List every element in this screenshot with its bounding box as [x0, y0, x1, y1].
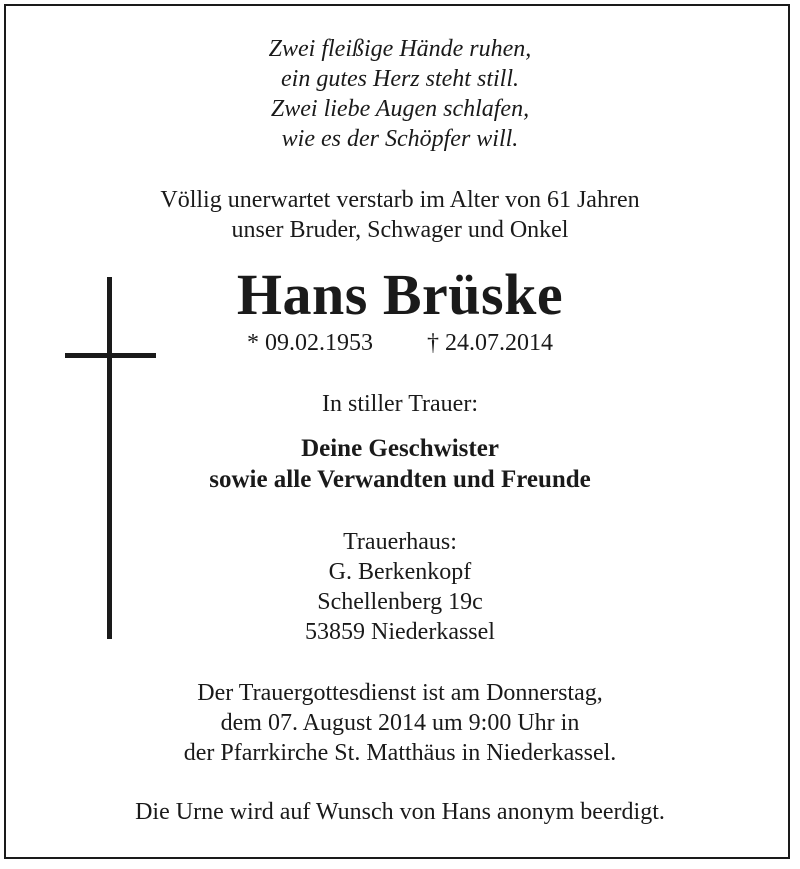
mourning-intro: In stiller Trauer:: [322, 391, 478, 417]
service-line: dem 07. August 2014 um 9:00 Uhr in: [220, 710, 580, 736]
trauerhaus-city: 53859 Niederkassel: [305, 619, 495, 645]
life-dates: [0, 328, 800, 358]
trauerhaus-name: G. Berkenkopf: [328, 559, 472, 585]
mourners-line: Deine Geschwister: [301, 435, 499, 462]
burial-note: Die Urne wird auf Wunsch von Hans anonym beerdigt.: [135, 799, 665, 825]
death-date: † 24.07.2014: [427, 330, 553, 356]
poem-line: ein gutes Herz steht still.: [281, 66, 519, 92]
poem-line: Zwei fleißige Hände ruhen,: [268, 36, 532, 62]
trauerhaus-label: Trauerhaus:: [343, 529, 457, 555]
birth-date: * 09.02.1953: [247, 330, 373, 356]
poem-line: wie es der Schöpfer will.: [281, 126, 519, 152]
service-line: der Pfarrkirche St. Matthäus in Niederkassel.: [183, 740, 617, 766]
announcement-line: Völlig unerwartet verstarb im Alter von 61 Jahren: [160, 187, 640, 213]
deceased-name: Hans Brüske: [236, 262, 564, 327]
service-line: Der Trauergottesdienst ist am Donnerstag,: [197, 680, 603, 706]
poem-line: Zwei liebe Augen schlafen,: [270, 96, 530, 122]
trauerhaus-street: Schellenberg 19c: [317, 589, 483, 615]
announcement-line: unser Bruder, Schwager und Onkel: [231, 217, 569, 243]
mourners-line: sowie alle Verwandten und Freunde: [209, 466, 591, 493]
